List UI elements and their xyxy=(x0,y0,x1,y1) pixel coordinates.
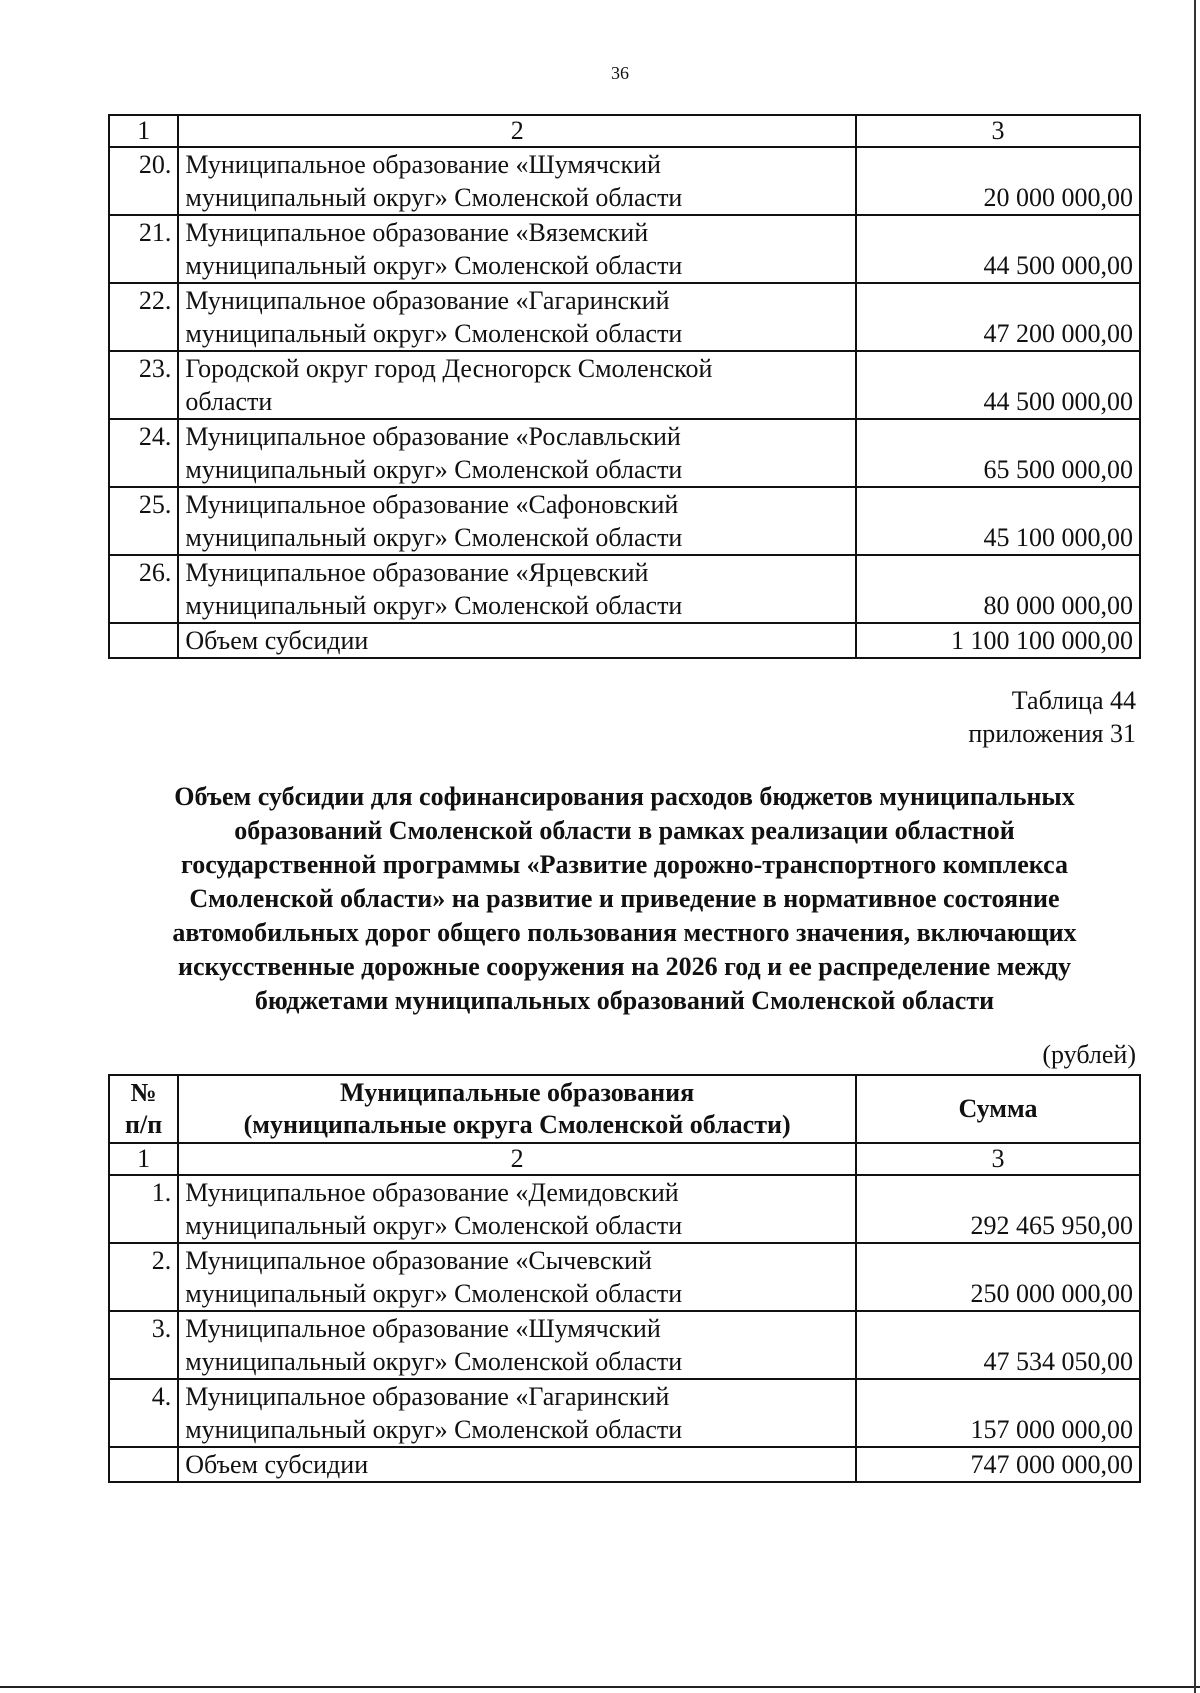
document-title xyxy=(108,780,1141,1018)
name-line-1: Муниципальное образование «Ярцевский xyxy=(185,558,649,587)
table-row xyxy=(109,555,1140,623)
row-number: 23. xyxy=(109,351,178,419)
empty-cell xyxy=(109,623,178,658)
name-line-1: Городской округ город Десногорск Смоленской xyxy=(185,354,713,383)
amount: 250 000 000,00 xyxy=(856,1243,1140,1311)
table-row xyxy=(109,1243,1140,1311)
row-number: 3. xyxy=(109,1311,178,1379)
total-row xyxy=(109,623,1140,658)
total-row xyxy=(109,1447,1140,1482)
table-row xyxy=(109,351,1140,419)
table-row xyxy=(109,1311,1140,1379)
amount: 157 000 000,00 xyxy=(856,1379,1140,1447)
column-number-cell: 1 xyxy=(109,1143,178,1175)
row-number: 26. xyxy=(109,555,178,623)
name-line-2: муниципальный округ» Смоленской области xyxy=(185,1415,683,1444)
municipality-name xyxy=(178,419,856,487)
municipality-name xyxy=(178,1311,856,1379)
name-line-1: Муниципальное образование «Демидовский xyxy=(185,1178,679,1207)
amount: 44 500 000,00 xyxy=(856,351,1140,419)
column-number-row xyxy=(109,1143,1140,1175)
name-line-2: муниципальный округ» Смоленской области xyxy=(185,251,683,280)
name-line-2: муниципальный округ» Смоленской области xyxy=(185,455,683,484)
amount: 47 200 000,00 xyxy=(856,283,1140,351)
municipality-name xyxy=(178,351,856,419)
row-number: 25. xyxy=(109,487,178,555)
name-line-1: Муниципальное образование «Гагаринский xyxy=(185,1382,670,1411)
row-number: 22. xyxy=(109,283,178,351)
total-label: Объем субсидии xyxy=(178,1447,856,1482)
amount: 44 500 000,00 xyxy=(856,215,1140,283)
table-row xyxy=(109,215,1140,283)
municipality-name xyxy=(178,215,856,283)
scan-right-edge xyxy=(1194,0,1196,1693)
municipality-name xyxy=(178,555,856,623)
table-row xyxy=(109,283,1140,351)
name-line-2: муниципальный округ» Смоленской области xyxy=(185,1279,683,1308)
scan-bottom-edge xyxy=(0,1686,1200,1688)
title-line: автомобильных дорог общего пользования местного значения, включающих xyxy=(172,918,1077,947)
name-line-1: Муниципальное образование «Сафоновский xyxy=(185,490,679,519)
amount: 80 000 000,00 xyxy=(856,555,1140,623)
table-row xyxy=(109,419,1140,487)
header-municipalities xyxy=(178,1075,856,1143)
column-number-cell: 2 xyxy=(178,1143,856,1175)
name-line-2: области xyxy=(185,387,273,416)
municipality-name xyxy=(178,1175,856,1243)
name-line-1: Муниципальное образование «Шумячский xyxy=(185,1314,661,1343)
name-line-1: Муниципальное образование «Сычевский xyxy=(185,1246,652,1275)
name-line-1: Муниципальное образование «Вяземский xyxy=(185,218,649,247)
total-amount: 747 000 000,00 xyxy=(856,1447,1140,1482)
name-line-2: муниципальный округ» Смоленской области xyxy=(185,1347,683,1376)
row-number: 1. xyxy=(109,1175,178,1243)
amount: 47 534 050,00 xyxy=(856,1311,1140,1379)
title-line: государственной программы «Развитие дорожно-транспортного комплекса xyxy=(181,850,1068,879)
amount: 292 465 950,00 xyxy=(856,1175,1140,1243)
subsidy-table-44 xyxy=(108,1074,1141,1483)
name-line-2: муниципальный округ» Смоленской области xyxy=(185,591,683,620)
municipality-name xyxy=(178,1243,856,1311)
municipality-name xyxy=(178,283,856,351)
column-number-cell: 3 xyxy=(856,1143,1140,1175)
name-line-1: Муниципальное образование «Гагаринский xyxy=(185,286,670,315)
total-amount: 1 100 100 000,00 xyxy=(856,623,1140,658)
title-line: искусственные дорожные сооружения на 2026 год и ее распределение между xyxy=(178,952,1071,981)
name-line-1: Муниципальное образование «Рославльский xyxy=(185,422,681,451)
name-line-2: муниципальный округ» Смоленской области xyxy=(185,319,683,348)
title-line: Объем субсидии для софинансирования расходов бюджетов муниципальных xyxy=(174,782,1075,811)
table-label: Таблица 44 xyxy=(1011,686,1136,715)
header-row xyxy=(109,1075,1140,1143)
page-number: 36 xyxy=(611,63,629,83)
total-label: Объем субсидии xyxy=(178,623,856,658)
subsidy-table-continued xyxy=(108,114,1141,659)
title-line: Смоленской области» на развитие и приведение в нормативное состояние xyxy=(189,884,1060,913)
header-number-line-1: № xyxy=(130,1078,157,1107)
row-number: 20. xyxy=(109,147,178,215)
name-line-2: муниципальный округ» Смоленской области xyxy=(185,183,683,212)
title-line: бюджетами муниципальных образований Смоленской области xyxy=(254,986,995,1015)
column-number-cell: 1 xyxy=(109,115,178,147)
table-row xyxy=(109,1175,1140,1243)
header-name-line-1: Муниципальные образования xyxy=(340,1078,695,1107)
municipality-name xyxy=(178,147,856,215)
name-line-1: Муниципальное образование «Шумячский xyxy=(185,150,661,179)
column-number-cell: 3 xyxy=(856,115,1140,147)
title-line: образований Смоленской области в рамках реализации областной xyxy=(234,816,1015,845)
name-line-2: муниципальный округ» Смоленской области xyxy=(185,523,683,552)
header-number-line-2: п/п xyxy=(125,1110,163,1139)
row-number: 2. xyxy=(109,1243,178,1311)
row-number: 4. xyxy=(109,1379,178,1447)
appendix-label: приложения 31 xyxy=(968,719,1136,748)
municipality-name xyxy=(178,487,856,555)
table-row xyxy=(109,1379,1140,1447)
header-number xyxy=(109,1075,178,1143)
amount: 65 500 000,00 xyxy=(856,419,1140,487)
table-row xyxy=(109,487,1140,555)
header-sum: Сумма xyxy=(856,1075,1140,1143)
amount: 45 100 000,00 xyxy=(856,487,1140,555)
row-number: 21. xyxy=(109,215,178,283)
table-row xyxy=(109,147,1140,215)
column-number-row xyxy=(109,115,1140,147)
header-name-line-2: (муниципальные округа Смоленской области) xyxy=(243,1110,791,1139)
column-number-cell: 2 xyxy=(178,115,856,147)
municipality-name xyxy=(178,1379,856,1447)
name-line-2: муниципальный округ» Смоленской области xyxy=(185,1211,683,1240)
units-label: (рублей) xyxy=(1042,1040,1136,1069)
row-number: 24. xyxy=(109,419,178,487)
empty-cell xyxy=(109,1447,178,1482)
amount: 20 000 000,00 xyxy=(856,147,1140,215)
